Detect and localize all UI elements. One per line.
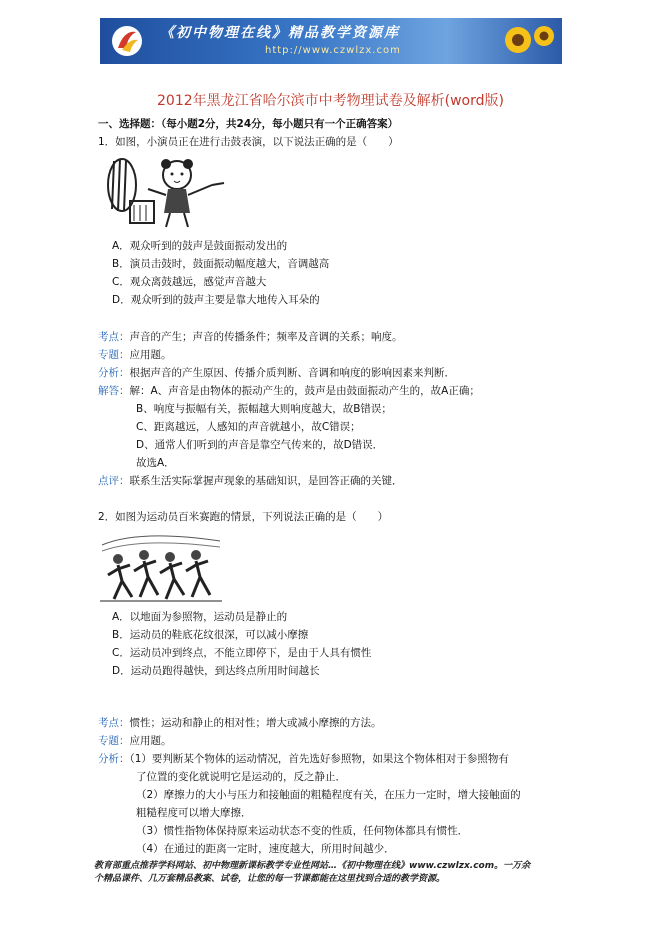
page-footer: [94, 860, 574, 886]
q1-jieda: [98, 384, 480, 398]
q1-dianping: [98, 474, 403, 488]
q1-zhuanti: [98, 348, 172, 362]
q2-option-d: D．运动员跑得越快，到达终点所用时间越长: [112, 665, 320, 677]
q2-fenxi: [98, 752, 509, 766]
fenxi-line-5: （3）惯性指物体保持原来运动状态不变的性质，任何物体都具有惯性．: [136, 825, 469, 837]
zhuanti-text: 应用题。: [129, 349, 172, 361]
q1-stem: 1．如图，小演员正在进行击鼓表演，以下说法正确的是（ ）: [98, 136, 399, 148]
kaodian-label: 考点：: [98, 717, 130, 729]
fenxi-text: 根据声音的产生原因、传播介质判断、音调和响度的影响因素来判断．: [129, 367, 455, 379]
q2-kaodian: [98, 716, 382, 730]
q1-option-a: A．观众听到的鼓声是鼓面振动发出的: [112, 240, 288, 252]
site-banner: [100, 18, 562, 64]
fenxi-line-2: 了位置的变化就说明它是运动的，反之静止．: [136, 771, 346, 783]
q1-kaodian: [98, 330, 403, 344]
site-logo-icon: [110, 24, 144, 58]
dianping-label: 点评：: [98, 475, 130, 487]
kaodian-text: 声音的产生；声音的传播条件；频率及音调的关系；响度。: [129, 331, 403, 343]
footer-line-2: 个精品课件、几万套精品教案、试卷，让您的每一节课都能在这里找到合适的教学资源。: [94, 874, 446, 884]
sunflower-icon: [496, 22, 556, 62]
jieda-line-1: 解：A、声音是由物体的振动产生的，鼓声是由鼓面振动产生的，故A正确；: [129, 385, 480, 397]
banner-url[interactable]: http://www.czwlzx.com: [265, 45, 401, 56]
jieda-label: 解答：: [98, 385, 130, 397]
document-title: 2012年黑龙江省哈尔滨市中考物理试卷及解析(word版): [157, 93, 504, 109]
section-heading: 一、选择题：（每小题2分，共24分，每小题只有一个正确答案）: [98, 118, 399, 130]
q2-option-b: B．运动员的鞋底花纹很深，可以减小摩擦: [112, 629, 309, 641]
zhuanti-label: 专题：: [98, 735, 130, 747]
zhuanti-text: 应用题。: [129, 735, 172, 747]
fenxi-line-1: （1）要判断某个物体的运动情况，首先选好参照物，如果这个物体相对于参照物有: [129, 753, 509, 765]
fenxi-line-3: （2）摩擦力的大小与压力和接触面的粗糙程度有关，在压力一定时，增大接触面的: [136, 789, 521, 801]
drummer-illustration: [100, 155, 230, 231]
q1-option-b: B．演员击鼓时，鼓面振动幅度越大，音调越高: [112, 258, 330, 270]
q2-stem: 2．如图为运动员百米赛跑的情景，下列说法正确的是（ ）: [98, 511, 389, 523]
banner-title: 《初中物理在线》精品教学资源库: [160, 25, 400, 41]
jieda-line-3: C、距离越远，人感知的声音就越小，故C错误；: [136, 421, 361, 433]
jieda-line-4: D、通常人们听到的声音是靠空气传来的，故D错误．: [136, 439, 384, 451]
zhuanti-label: 专题：: [98, 349, 130, 361]
fenxi-label: 分析：: [98, 753, 130, 765]
q2-option-c: C．运动员冲到终点，不能立即停下，是由于人具有惯性: [112, 647, 372, 659]
sprinters-illustration: [100, 525, 222, 605]
kaodian-text: 惯性；运动和静止的相对性；增大或减小摩擦的方法。: [129, 717, 382, 729]
footer-line-1: 教育部重点推荐学科网站、初中物理新课标教学专业性网站…《初中物理在线》www.czwlzx.com。一万余: [94, 861, 531, 871]
fenxi-line-4: 粗糙程度可以增大摩擦．: [136, 807, 252, 819]
kaodian-label: 考点：: [98, 331, 130, 343]
jieda-line-5: 故选A．: [136, 457, 175, 469]
fenxi-label: 分析：: [98, 367, 130, 379]
jieda-line-2: B、响度与振幅有关，振幅越大则响度越大，故B错误；: [136, 403, 392, 415]
dianping-text: 联系生活实际掌握声现象的基础知识，是回答正确的关键．: [129, 475, 403, 487]
q1-option-c: C．观众离鼓越远，感觉声音越大: [112, 276, 267, 288]
q1-option-d: D．观众听到的鼓声主要是靠大地传入耳朵的: [112, 294, 320, 306]
q2-option-a: A．以地面为参照物，运动员是静止的: [112, 611, 288, 623]
q2-zhuanti: [98, 734, 172, 748]
q1-fenxi: [98, 366, 455, 380]
fenxi-line-6: （4）在通过的距离一定时，速度越大，所用时间越少．: [136, 843, 395, 855]
